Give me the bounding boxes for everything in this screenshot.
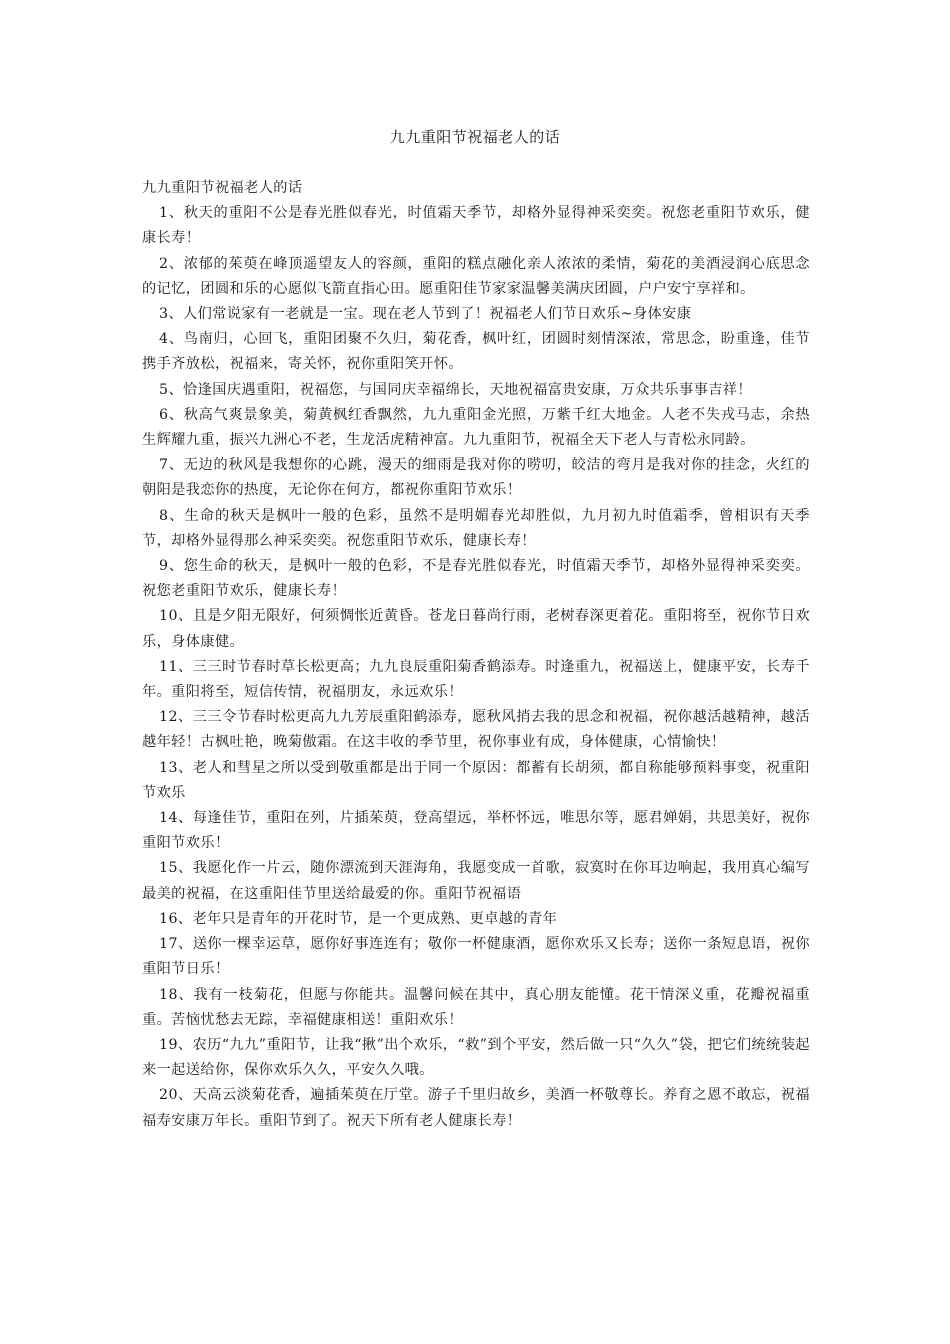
document-title: 九九重阳节祝福老人的话 [389,128,561,146]
paragraph-20: 20、天高云淡菊花香，遍插茱萸在厅堂。游子千里归故乡，美酒一杯敬尊长。养育之恩不敢忘，祝福福寿安康万年长。重阳节到了。祝天下所有老人健康长寿！ [142,1087,810,1129]
paragraph-14: 14、每逢佳节，重阳在列，片插茱萸，登高望远，举杯怀远，唯思尔等，愿君婵娟，共思美好，祝你重阳节欢乐！ [142,810,810,852]
paragraph-4: 4、鸟南归，心回飞，重阳团聚不久归，菊花香，枫叶红，团圆时刻情深浓，常思念，盼重逢，佳节携手齐放松，祝福来，寄关怀，祝你重阳笑开怀。 [142,331,810,373]
paragraph-2: 2、浓郁的茱萸在峰顶遥望友人的容颜，重阳的糕点融化亲人浓浓的柔情，菊花的美酒浸润心底思念的记忆，团圆和乐的心愿似飞箭直指心田。愿重阳佳节家家温馨美满庆团圆，户户安宁享祥和。 [142,255,810,297]
paragraph-6: 6、秋高气爽景象美，菊黄枫红香飘然，九九重阳金光照，万紫千红大地金。人老不失戎马志，余热生辉耀九重，振兴九洲心不老，生龙活虎精神富。九九重阳节，祝福全天下老人与青松永同龄。 [142,406,810,449]
paragraph-12: 12、三三令节春时松更高九九芳辰重阳鹤添寿，愿秋风捎去我的思念和祝福，祝你越活越精神，越活越年轻！古枫吐艳，晚菊傲霜。在这丰收的季节里，祝你事业有成，身体健康，心情愉快！ [142,709,810,751]
section-heading: 九九重阳节祝福老人的话 [142,180,303,196]
paragraph-11: 11、三三时节春时草长松更高；九九良辰重阳菊香鹤添寿。时逢重九，祝福送上，健康平安，长寿千年。重阳将至，短信传情，祝福朋友，永远欢乐！ [142,658,810,701]
paragraph-16: 16、老年只是青年的开花时节，是一个更成熟、更卓越的青年 [159,910,558,927]
paragraph-15: 15、我愿化作一片云，随你漂流到天涯海角，我愿变成一首歌，寂寞时在你耳边响起，我用真心编写最美的祝福，在这重阳佳节里送给最爱的你。重阳节祝福语 [142,860,810,902]
paragraph-17: 17、送你一棵幸运草，愿你好事连连有；敬你一杯健康酒，愿你欢乐又长寿；送你一条短息语，祝你重阳节日乐！ [142,936,810,978]
paragraph-13: 13、老人和彗星之所以受到敬重都是出于同一个原因：都蓄有长胡须，都自称能够预料事变，祝重阳节欢乐 [142,759,810,801]
paragraph-9: 9、您生命的秋天，是枫叶一般的色彩，不是春光胜似春光，时值霜天季节，却格外显得神采奕奕。祝您老重阳节欢乐，健康长寿！ [142,558,810,600]
paragraph-18: 18、我有一枝菊花，但愿与你能共。温馨问候在其中，真心朋友能懂。花干情深义重，花瓣祝福重重。苦恼忧愁去无踪，幸福健康相送！重阳欢乐！ [142,986,810,1028]
paragraph-5: 5、恰逢国庆遇重阳，祝福您，与国同庆幸福绵长，天地祝福富贵安康，万众共乐事事吉祥！ [159,381,752,398]
paragraph-1: 1、秋天的重阳不公是春光胜似春光，时值霜天季节，却格外显得神采奕奕。祝您老重阳节欢乐，健康长寿！ [142,205,810,247]
paragraph-8: 8、生命的秋天是枫叶一般的色彩，虽然不是明媚春光却胜似，九月初九时值霜季，曾相识有天季节，却格外显得那么神采奕奕。祝您重阳节欢乐，健康长寿！ [142,507,810,549]
paragraph-10: 10、且是夕阳无限好，何须惆怅近黄昏。苍龙日暮尚行雨，老树春深更着花。重阳将至，祝你节日欢乐，身体康健。 [142,608,810,650]
document-body [142,176,810,1134]
paragraph-19: 19、农历“九九”重阳节，让我“揪”出个欢乐，“救”到个平安，然后做一只“久久”袋，把它们统统装起来一起送给你，保你欢乐久久，平安久久哦。 [142,1036,810,1079]
paragraph-3: 3、人们常说家有一老就是一宝。现在老人节到了！祝福老人们节日欢乐~身体安康 [159,306,692,323]
paragraph-7: 7、无边的秋风是我想你的心跳，漫天的细雨是我对你的唠叨，皎洁的弯月是我对你的挂念，火红的朝阳是我恋你的热度，无论你在何方，都祝你重阳节欢乐！ [142,457,810,499]
